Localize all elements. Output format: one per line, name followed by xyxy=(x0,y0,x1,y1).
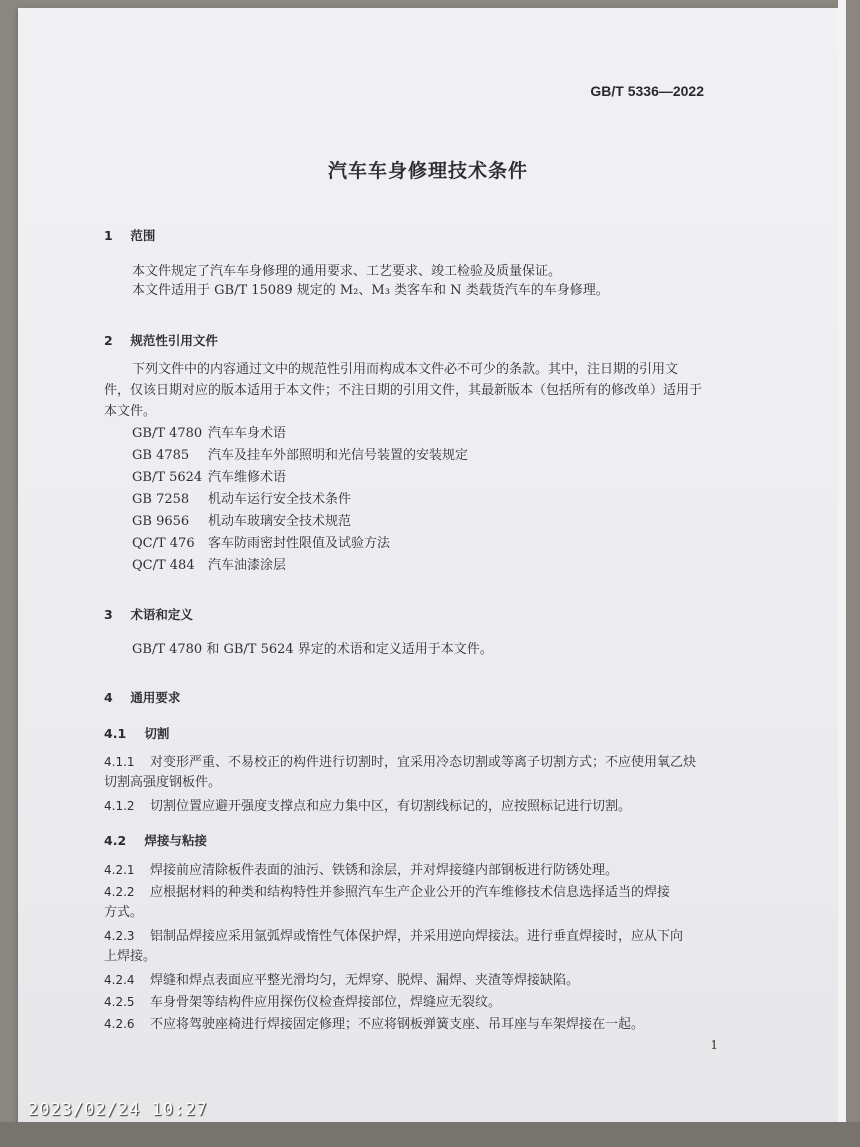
clause-number: 4.2.3 xyxy=(104,929,135,943)
reference-title: 汽车及挂车外部照明和光信号装置的安装规定 xyxy=(208,448,469,463)
section-3-title: 术语和定义 xyxy=(130,607,193,622)
clause-text: 对变形严重、不易校正的构件进行切割时，宜采用冷态切割或等离子切割方式；不应使用氧乙炔 xyxy=(150,755,697,770)
reference-item xyxy=(132,512,351,532)
clause-4-2-4 xyxy=(104,970,579,991)
reference-code: QC/T 476 xyxy=(132,536,195,551)
reference-item xyxy=(132,534,390,554)
clause-number: 4.2.2 xyxy=(104,885,135,899)
document-page xyxy=(18,8,838,1126)
clause-4-1-1 xyxy=(104,752,696,773)
clause-4-1-1-cont: 切割高强度钢板件。 xyxy=(104,775,222,790)
reference-code: GB 7258 xyxy=(132,492,190,507)
section-4-2-heading: 4.2 焊接与粘接 xyxy=(104,833,207,848)
clause-text: 应根据材料的种类和结构特性并参照汽车生产企业公开的汽车维修技术信息选择适当的焊接 xyxy=(150,885,671,900)
clause-number: 4.1.1 xyxy=(104,755,135,769)
document-title: 汽车车身修理技术条件 xyxy=(327,160,528,182)
clause-number: 4.2.5 xyxy=(104,995,135,1009)
reference-title: 汽车油漆涂层 xyxy=(208,558,287,573)
clause-text: 焊接前应清除板件表面的油污、铁锈和涂层，并对焊接缝内部钢板进行防锈处理。 xyxy=(150,863,619,878)
section-3-heading: 3 术语和定义 xyxy=(104,607,193,622)
reference-item xyxy=(132,490,351,510)
section-4-1-title: 切割 xyxy=(144,726,170,741)
reference-code: GB/T 4780 xyxy=(132,426,203,441)
section-1-para-1: 本文件规定了汽车车身修理的通用要求、工艺要求、竣工检验及质量保证。 xyxy=(132,264,562,279)
section-3-para: GB/T 4780 和 GB/T 5624 界定的术语和定义适用于本文件。 xyxy=(132,642,493,657)
clause-number: 4.1.2 xyxy=(104,799,135,813)
clause-4-2-3 xyxy=(104,926,683,947)
clause-4-1-2 xyxy=(104,796,631,817)
section-2-intro-line-1: 下列文件中的内容通过文中的规范性引用而构成本文件必不可少的条款。其中，注日期的引用文 xyxy=(132,362,679,377)
section-2-heading: 2 规范性引用文件 xyxy=(104,333,218,348)
clause-4-2-2-cont: 方式。 xyxy=(104,905,144,920)
desk-shadow xyxy=(0,1122,860,1147)
reference-title: 机动车玻璃安全技术规范 xyxy=(208,514,352,529)
clause-4-2-6 xyxy=(104,1014,644,1035)
section-1-title: 范围 xyxy=(130,228,156,243)
clause-number: 4.2.4 xyxy=(104,973,135,987)
reference-code: GB 9656 xyxy=(132,514,190,529)
clause-text: 切割位置应避开强度支撑点和应力集中区，有切割线标记的，应按照标记进行切割。 xyxy=(150,799,632,814)
clause-4-2-5 xyxy=(104,992,501,1013)
standard-code: GB/T 5336—2022 xyxy=(590,83,704,99)
reference-code: GB 4785 xyxy=(132,448,190,463)
section-1-para-2: 本文件适用于 GB/T 15089 规定的 M₂、M₃ 类客车和 N 类载货汽车的车身修理。 xyxy=(132,283,609,298)
reference-item xyxy=(132,556,286,576)
photo-timestamp: 2023/02/24 10:27 xyxy=(28,1100,208,1120)
clause-text: 车身骨架等结构件应用探伤仪检查焊接部位，焊缝应无裂纹。 xyxy=(150,995,502,1010)
reference-title: 汽车维修术语 xyxy=(208,470,287,485)
clause-4-2-2 xyxy=(104,882,670,903)
section-2-title: 规范性引用文件 xyxy=(130,333,218,348)
clause-4-2-3-cont: 上焊接。 xyxy=(104,949,157,964)
clause-number: 4.2.6 xyxy=(104,1017,135,1031)
section-2-intro-line-2: 件，仅该日期对应的版本适用于本文件；不注日期的引用文件，其最新版本（包括所有的修改单）适用于 xyxy=(104,383,703,398)
clause-number: 4.2.1 xyxy=(104,863,135,877)
clause-text: 铝制品焊接应采用氩弧焊或惰性气体保护焊，并采用逆向焊接法。进行垂直焊接时，应从下向 xyxy=(150,929,684,944)
section-4-heading: 4 通用要求 xyxy=(104,690,181,705)
reference-title: 汽车车身术语 xyxy=(208,426,287,441)
page-number: 1 xyxy=(710,1038,718,1052)
section-4-2-title: 焊接与粘接 xyxy=(144,833,207,848)
section-4-title: 通用要求 xyxy=(130,690,181,705)
page-edge xyxy=(838,0,846,1125)
reference-item xyxy=(132,424,286,444)
section-4-1-heading: 4.1 切割 xyxy=(104,726,170,741)
reference-item xyxy=(132,468,286,488)
clause-text: 不应将驾驶座椅进行焊接固定修理；不应将钢板弹簧支座、吊耳座与车架焊接在一起。 xyxy=(150,1017,645,1032)
reference-code: GB/T 5624 xyxy=(132,470,203,485)
clause-4-2-1 xyxy=(104,860,618,881)
section-1-heading: 1 范围 xyxy=(104,228,156,243)
clause-text: 焊缝和焊点表面应平整光滑均匀，无焊穿、脱焊、漏焊、夹渣等焊接缺陷。 xyxy=(150,973,580,988)
reference-title: 客车防雨密封性限值及试验方法 xyxy=(208,536,391,551)
reference-code: QC/T 484 xyxy=(132,558,195,573)
section-2-intro-line-3: 本文件。 xyxy=(104,404,157,419)
reference-item xyxy=(132,446,468,466)
reference-title: 机动车运行安全技术条件 xyxy=(208,492,352,507)
